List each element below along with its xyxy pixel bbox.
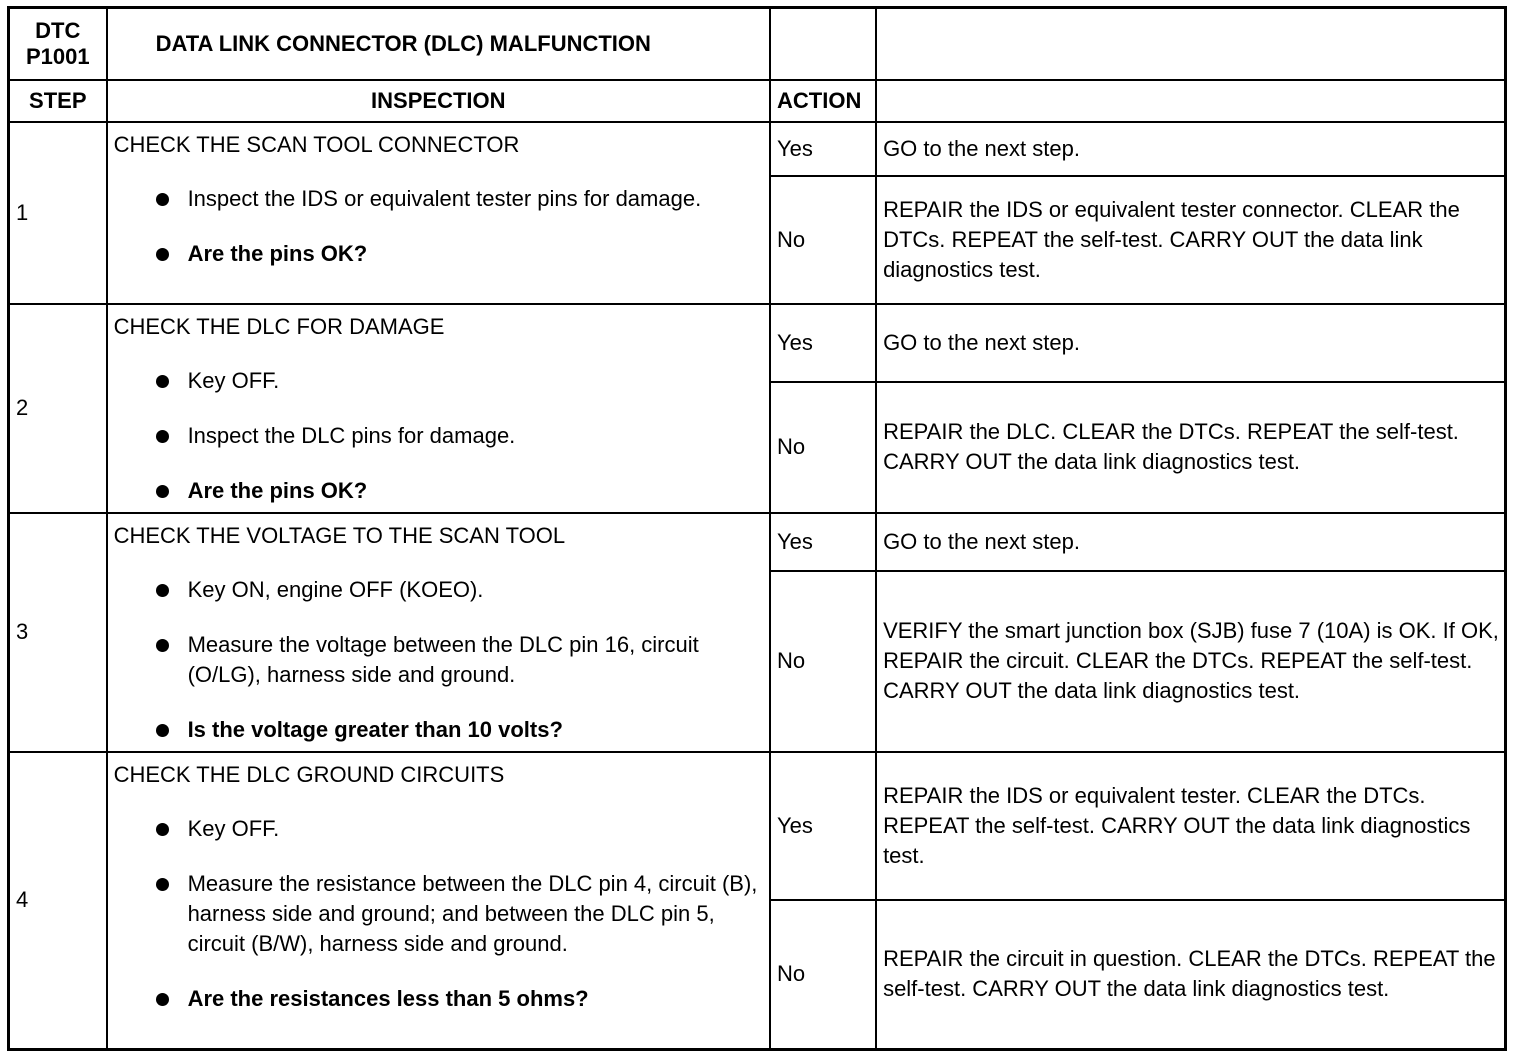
inspection-item: Inspect the IDS or equivalent tester pins for damage. bbox=[114, 184, 763, 214]
step-inspection bbox=[107, 752, 770, 1050]
bullet-icon bbox=[156, 724, 169, 737]
yes-action: GO to the next step. bbox=[876, 122, 1505, 176]
bullet-icon bbox=[156, 878, 169, 891]
title-row bbox=[9, 8, 1506, 80]
answer-yes: Yes bbox=[770, 752, 876, 900]
step-title: CHECK THE VOLTAGE TO THE SCAN TOOL bbox=[113, 522, 566, 548]
answer-no: No bbox=[770, 900, 876, 1050]
bullet-icon bbox=[156, 639, 169, 652]
step-title: CHECK THE DLC FOR DAMAGE bbox=[113, 313, 445, 339]
bullet-icon bbox=[156, 993, 169, 1006]
step-4-yes-row bbox=[9, 752, 1506, 900]
no-action: VERIFY the smart junction box (SJB) fuse 7 (10A) is OK. If OK, REPAIR the circuit. CLEAR the DTCs. REPEAT the self-test. CARRY OUT the data link diagnostics test. bbox=[876, 571, 1505, 752]
no-action: REPAIR the IDS or equivalent tester connector. CLEAR the DTCs. REPEAT the self-test. CARRY OUT the data link diagnostics test. bbox=[876, 176, 1505, 304]
title-blank-action bbox=[770, 8, 876, 80]
diagnostic-page bbox=[7, 6, 1507, 1046]
step-inspection bbox=[107, 304, 770, 513]
step-2-yes-row bbox=[9, 304, 1506, 382]
step-number: 3 bbox=[9, 513, 107, 752]
yes-action: GO to the next step. bbox=[876, 304, 1505, 382]
inspection-item: Inspect the DLC pins for damage. bbox=[114, 421, 763, 451]
diagnostic-table bbox=[7, 6, 1507, 1051]
step-1-yes-row bbox=[9, 122, 1506, 176]
bullet-icon bbox=[156, 375, 169, 388]
inspection-question: Are the pins OK? bbox=[114, 476, 763, 506]
dtc-label: DTC bbox=[35, 17, 81, 43]
bullet-icon bbox=[156, 430, 169, 443]
step-inspection bbox=[107, 513, 770, 752]
action-column-header: ACTION bbox=[770, 80, 876, 122]
step-column-header: STEP bbox=[9, 80, 107, 122]
step-title: CHECK THE DLC GROUND CIRCUITS bbox=[113, 761, 505, 787]
step-3-yes-row bbox=[9, 513, 1506, 571]
inspection-question: Are the pins OK? bbox=[114, 239, 763, 269]
yes-action: GO to the next step. bbox=[876, 513, 1505, 571]
inspection-item: Measure the resistance between the DLC pin 4, circuit (B), harness side and ground; and between the DLC pin 5, circuit (B/W), harness side and ground. bbox=[114, 869, 763, 959]
step-number: 4 bbox=[9, 752, 107, 1050]
inspection-item: Measure the voltage between the DLC pin 16, circuit (O/LG), harness side and ground. bbox=[114, 630, 763, 690]
dtc-code-cell bbox=[9, 8, 107, 80]
no-action: REPAIR the DLC. CLEAR the DTCs. REPEAT the self-test. CARRY OUT the data link diagnostics test. bbox=[876, 382, 1505, 513]
inspection-column-header: INSPECTION bbox=[107, 80, 770, 122]
bullet-icon bbox=[156, 584, 169, 597]
step-number: 2 bbox=[9, 304, 107, 513]
title-blank-result bbox=[876, 8, 1505, 80]
bullet-icon bbox=[156, 485, 169, 498]
yes-action: REPAIR the IDS or equivalent tester. CLEAR the DTCs. REPEAT the self-test. CARRY OUT the data link diagnostics test. bbox=[876, 752, 1505, 900]
column-header-row bbox=[9, 80, 1506, 122]
answer-no: No bbox=[770, 571, 876, 752]
dtc-code: P1001 bbox=[25, 43, 90, 69]
answer-no: No bbox=[770, 176, 876, 304]
table-title: DATA LINK CONNECTOR (DLC) MALFUNCTION bbox=[107, 8, 770, 80]
inspection-question: Is the voltage greater than 10 volts? bbox=[114, 715, 763, 745]
answer-yes: Yes bbox=[770, 304, 876, 382]
step-inspection bbox=[107, 122, 770, 304]
bullet-icon bbox=[156, 193, 169, 206]
answer-no: No bbox=[770, 382, 876, 513]
answer-yes: Yes bbox=[770, 122, 876, 176]
no-action: REPAIR the circuit in question. CLEAR the DTCs. REPEAT the self-test. CARRY OUT the data link diagnostics test. bbox=[876, 900, 1505, 1050]
inspection-question: Are the resistances less than 5 ohms? bbox=[114, 984, 763, 1014]
inspection-item: Key ON, engine OFF (KOEO). bbox=[114, 575, 763, 605]
inspection-item: Key OFF. bbox=[114, 366, 763, 396]
result-column-header bbox=[876, 80, 1505, 122]
step-number: 1 bbox=[9, 122, 107, 304]
step-title: CHECK THE SCAN TOOL CONNECTOR bbox=[113, 131, 520, 157]
answer-yes: Yes bbox=[770, 513, 876, 571]
inspection-item: Key OFF. bbox=[114, 814, 763, 844]
bullet-icon bbox=[156, 823, 169, 836]
bullet-icon bbox=[156, 248, 169, 261]
